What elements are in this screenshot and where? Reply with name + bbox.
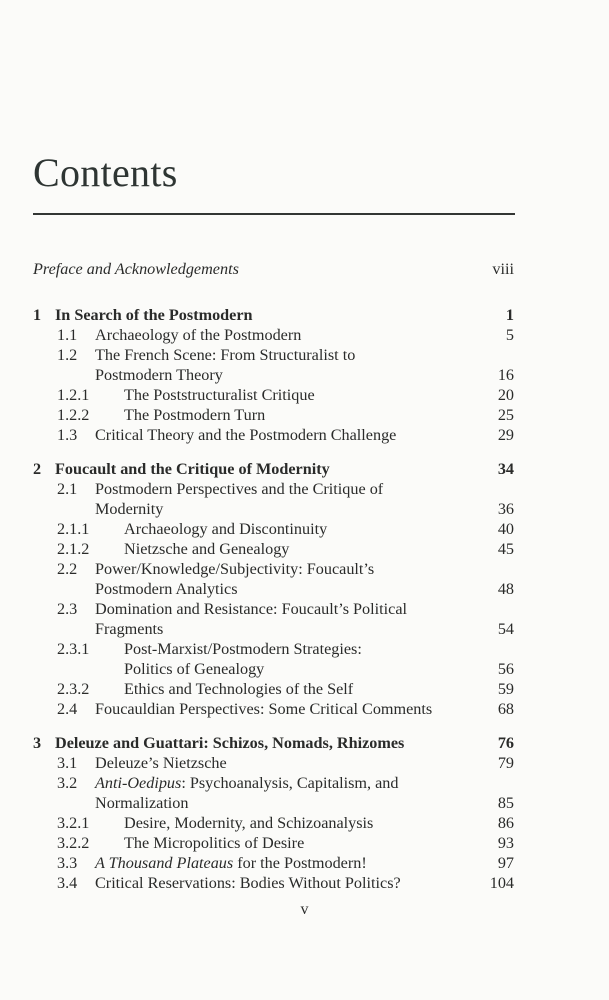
toc-entry-title: Domination and Resistance: Foucault’s Political bbox=[95, 600, 408, 618]
toc-entry-number: 2.4 bbox=[57, 700, 78, 718]
toc-entry bbox=[33, 425, 514, 445]
toc-entry bbox=[33, 659, 514, 679]
toc-entry-title: Archaeology and Discontinuity bbox=[124, 520, 328, 538]
toc-entry-page: 20 bbox=[497, 386, 514, 404]
toc-entry-number: 3.2 bbox=[57, 774, 78, 792]
toc-entry-number: 2.3.1 bbox=[57, 640, 90, 658]
section-gap bbox=[33, 279, 514, 292]
toc-entry-title: Foucauldian Perspectives: Some Critical Comments bbox=[95, 700, 433, 718]
toc-entry-page: 16 bbox=[497, 366, 514, 384]
toc-entry-page: 36 bbox=[497, 500, 514, 518]
toc-entry-number: 3.2.2 bbox=[57, 834, 90, 852]
toc-entry-page: 5 bbox=[505, 326, 514, 344]
toc-entry-title: Critical Theory and the Postmodern Challenge bbox=[95, 426, 397, 444]
toc-entry-title: Modernity bbox=[95, 500, 164, 518]
toc-entry-title: Postmodern Analytics bbox=[95, 580, 238, 598]
toc-entry-title: Politics of Genealogy bbox=[124, 660, 265, 678]
toc-entry bbox=[33, 405, 514, 425]
toc-entry-page: 93 bbox=[497, 834, 514, 852]
page-title: Contents bbox=[33, 150, 178, 195]
toc-entry bbox=[33, 539, 514, 559]
toc-entry-page: 76 bbox=[497, 734, 514, 752]
toc-entry-number: 1.2.1 bbox=[57, 386, 90, 404]
toc-entry bbox=[33, 833, 514, 853]
section-gap bbox=[33, 292, 514, 305]
toc-entry-number: 3.1 bbox=[57, 754, 78, 772]
toc-entry-title: Deleuze’s Nietzsche bbox=[95, 754, 227, 772]
toc-entry-number: 1.2.2 bbox=[57, 406, 90, 424]
toc-entry bbox=[33, 813, 514, 833]
toc-entry-number: 3.4 bbox=[57, 874, 78, 892]
toc-entry-number: 2.3.2 bbox=[57, 680, 90, 698]
toc-entry-page: 25 bbox=[497, 406, 514, 424]
toc-entry bbox=[33, 385, 514, 405]
toc-entry-page: 1 bbox=[505, 306, 514, 324]
toc-entry-title: Anti-Oedipus: Psychoanalysis, Capitalism, and bbox=[95, 774, 399, 792]
toc-entry-page: 34 bbox=[497, 460, 514, 478]
toc-entry-title: The Micropolitics of Desire bbox=[124, 834, 305, 852]
toc-entry-title: Postmodern Theory bbox=[95, 366, 223, 384]
toc-entry-page: 40 bbox=[497, 520, 514, 538]
toc-entry-title: Nietzsche and Genealogy bbox=[124, 540, 290, 558]
toc-entry-title: In Search of the Postmodern bbox=[55, 306, 253, 324]
toc-entry-number: 1 bbox=[33, 306, 42, 324]
toc-entry-page: 56 bbox=[497, 660, 514, 678]
toc-entry bbox=[33, 873, 514, 893]
toc-entry-number: 2.2 bbox=[57, 560, 78, 578]
toc-entry bbox=[33, 325, 514, 345]
toc-entry-page: viii bbox=[492, 260, 514, 278]
toc-entry-number: 2.3 bbox=[57, 600, 78, 618]
toc-entry-title: A Thousand Plateaus for the Postmodern! bbox=[95, 854, 367, 872]
toc-entry-page: 59 bbox=[497, 680, 514, 698]
toc-entry bbox=[33, 365, 514, 385]
toc-entry-number: 1.2 bbox=[57, 346, 78, 364]
toc-entry-page: 104 bbox=[489, 874, 514, 892]
toc-chapter-entry bbox=[33, 459, 514, 479]
toc-entry bbox=[33, 699, 514, 719]
toc-entry bbox=[33, 619, 514, 639]
toc-entry-number: 3.2.1 bbox=[57, 814, 90, 832]
toc-chapter-entry bbox=[33, 305, 514, 325]
toc-entry-number: 2.1 bbox=[57, 480, 78, 498]
toc-entry-title: Postmodern Perspectives and the Critique of bbox=[95, 480, 384, 498]
toc-entry-title: The Poststructuralist Critique bbox=[124, 386, 315, 404]
toc-preface-entry bbox=[33, 259, 514, 279]
toc-entry-title: Archaeology of the Postmodern bbox=[95, 326, 302, 344]
toc-entry-number: 3 bbox=[33, 734, 42, 752]
toc-entry-title: Post-Marxist/Postmodern Strategies: bbox=[124, 640, 362, 658]
toc-entry-page: 29 bbox=[497, 426, 514, 444]
toc-entry-page: 68 bbox=[497, 700, 514, 718]
toc-entry bbox=[33, 579, 514, 599]
toc-entry-page: 79 bbox=[497, 754, 514, 772]
toc-entry-page: 45 bbox=[497, 540, 514, 558]
toc-entry-page: 54 bbox=[497, 620, 514, 638]
toc-entry bbox=[33, 499, 514, 519]
toc-entry-title: Ethics and Technologies of the Self bbox=[124, 680, 354, 698]
toc-entry-title: The French Scene: From Structuralist to bbox=[95, 346, 356, 364]
toc-entry-title: Power/Knowledge/Subjectivity: Foucault’s bbox=[95, 560, 375, 578]
toc-entry bbox=[33, 639, 514, 659]
toc-entry-title: Deleuze and Guattari: Schizos, Nomads, Rhizomes bbox=[55, 734, 405, 752]
toc-entry-title: The Postmodern Turn bbox=[124, 406, 266, 424]
toc-entry-title: Preface and Acknowledgements bbox=[33, 260, 239, 278]
toc-entry bbox=[33, 479, 514, 499]
toc-entry-page: 97 bbox=[497, 854, 514, 872]
toc-entry-number: 2 bbox=[33, 460, 42, 478]
toc-entry bbox=[33, 345, 514, 365]
toc-entry-page: 48 bbox=[497, 580, 514, 598]
toc-chapter-entry bbox=[33, 733, 514, 753]
toc-entry bbox=[33, 519, 514, 539]
toc-entry-title: Critical Reservations: Bodies Without Politics? bbox=[95, 874, 401, 892]
page-number: v bbox=[300, 901, 309, 918]
toc-entry-number: 3.3 bbox=[57, 854, 78, 872]
toc-entry-number: 1.1 bbox=[57, 326, 78, 344]
toc-entry bbox=[33, 753, 514, 773]
section-gap bbox=[33, 445, 514, 459]
toc-entry bbox=[33, 853, 514, 873]
table-of-contents bbox=[33, 259, 514, 893]
toc-entry-number: 1.3 bbox=[57, 426, 78, 444]
section-gap bbox=[33, 719, 514, 733]
toc-entry-title: Fragments bbox=[95, 620, 164, 638]
toc-entry-title: Normalization bbox=[95, 794, 189, 812]
toc-entry bbox=[33, 773, 514, 793]
toc-entry-title: Desire, Modernity, and Schizoanalysis bbox=[124, 814, 374, 832]
toc-entry-number: 2.1.2 bbox=[57, 540, 90, 558]
toc-entry bbox=[33, 679, 514, 699]
toc-entry bbox=[33, 559, 514, 579]
toc-entry bbox=[33, 793, 514, 813]
toc-entry-page: 86 bbox=[497, 814, 514, 832]
toc-entry-page: 85 bbox=[497, 794, 514, 812]
toc-entry bbox=[33, 599, 514, 619]
title-rule bbox=[33, 213, 515, 215]
toc-entry-title: Foucault and the Critique of Modernity bbox=[55, 460, 330, 478]
toc-entry-number: 2.1.1 bbox=[57, 520, 90, 538]
